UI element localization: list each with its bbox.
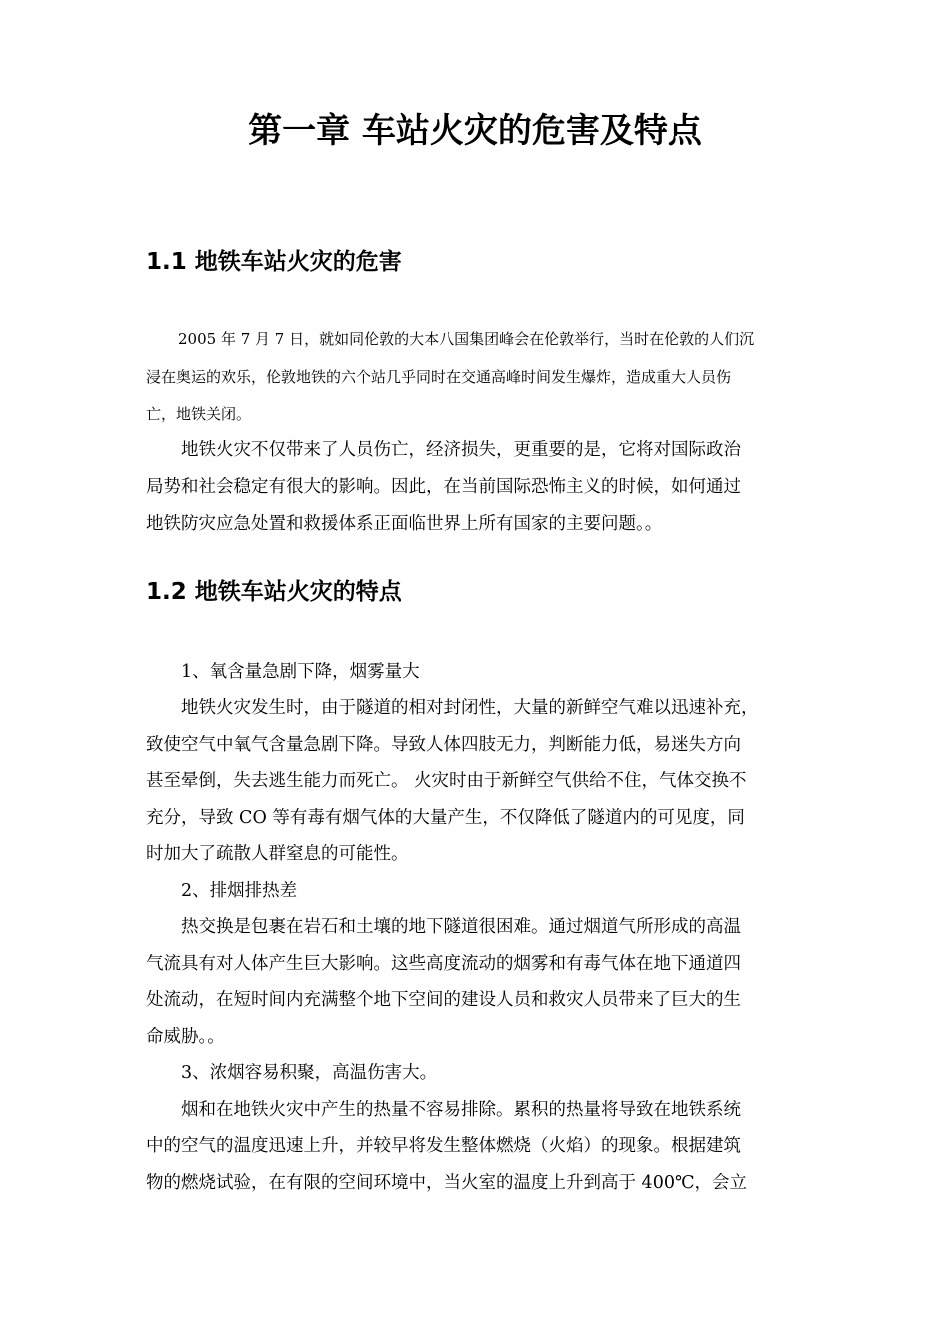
- paragraph-line: 甚至晕倒，失去逃生能力而死亡。 火灾时由于新鲜空气供给不住，气体交换不: [146, 771, 747, 791]
- paragraph-line: 物的燃烧试验，在有限的空间环境中，当火室的温度上升到高于 400℃，会立: [146, 1173, 748, 1193]
- paragraph-line: 地铁火灾不仅带来了人员伤亡，经济损失，更重要的是，它将对国际政治: [181, 440, 741, 460]
- paragraph-line: 地铁防灾应急处置和救援体系正面临世界上所有国家的主要问题。。: [146, 514, 663, 534]
- paragraph-line: 2005 年 7 月 7 日，就如同伦敦的大本八国集团峰会在伦敦举行，当时在伦敦的人们沉: [178, 330, 755, 348]
- paragraph-line: 局势和社会稳定有很大的影响。因此，在当前国际恐怖主义的时候，如何通过: [146, 477, 741, 497]
- chapter-title: 第一章 车站火灾的危害及特点: [248, 111, 702, 151]
- section-heading-1-2: 1.2 地铁车站火灾的特点: [146, 579, 402, 605]
- paragraph-line: 中的空气的温度迅速上升，并较早将发生整体燃烧（火焰）的现象。根据建筑: [146, 1136, 741, 1156]
- paragraph-line: 气流具有对人体产生巨大影响。这些高度流动的烟雾和有毒气体在地下通道四: [146, 954, 741, 974]
- paragraph-line: 亡，地铁关闭。: [146, 405, 252, 423]
- list-item-heading: 2、排烟排热差: [181, 881, 298, 901]
- paragraph-line: 致使空气中氧气含量急剧下降。导致人体四肢无力，判断能力低，易迷失方向: [146, 735, 741, 755]
- paragraph-line: 地铁火灾发生时，由于隧道的相对封闭性，大量的新鲜空气难以迅速补充，: [181, 698, 759, 718]
- paragraph-line: 热交换是包裹在岩石和土壤的地下隧道很困难。通过烟道气所形成的高温: [181, 917, 741, 937]
- paragraph-line: 浸在奥运的欢乐，伦敦地铁的六个站几乎同时在交通高峰时间发生爆炸，造成重大人员伤: [146, 368, 732, 386]
- paragraph-line: 充分，导致 CO 等有毒有烟气体的大量产生，不仅降低了隧道内的可见度，同: [146, 808, 745, 828]
- list-item-heading: 1、氧含量急剧下降，烟雾量大: [181, 662, 420, 682]
- paragraph-line: 处流动，在短时间内充满整个地下空间的建设人员和救灾人员带来了巨大的生: [146, 990, 741, 1010]
- paragraph-line: 命威胁。。: [146, 1027, 225, 1047]
- paragraph-line: 时加大了疏散人群窒息的可能性。: [146, 844, 409, 864]
- paragraph-line: 烟和在地铁火灾中产生的热量不容易排除。累积的热量将导致在地铁系统: [181, 1100, 741, 1120]
- section-heading-1-1: 1.1 地铁车站火灾的危害: [146, 249, 402, 275]
- list-item-heading: 3、浓烟容易积聚，高温伤害大。: [181, 1063, 438, 1083]
